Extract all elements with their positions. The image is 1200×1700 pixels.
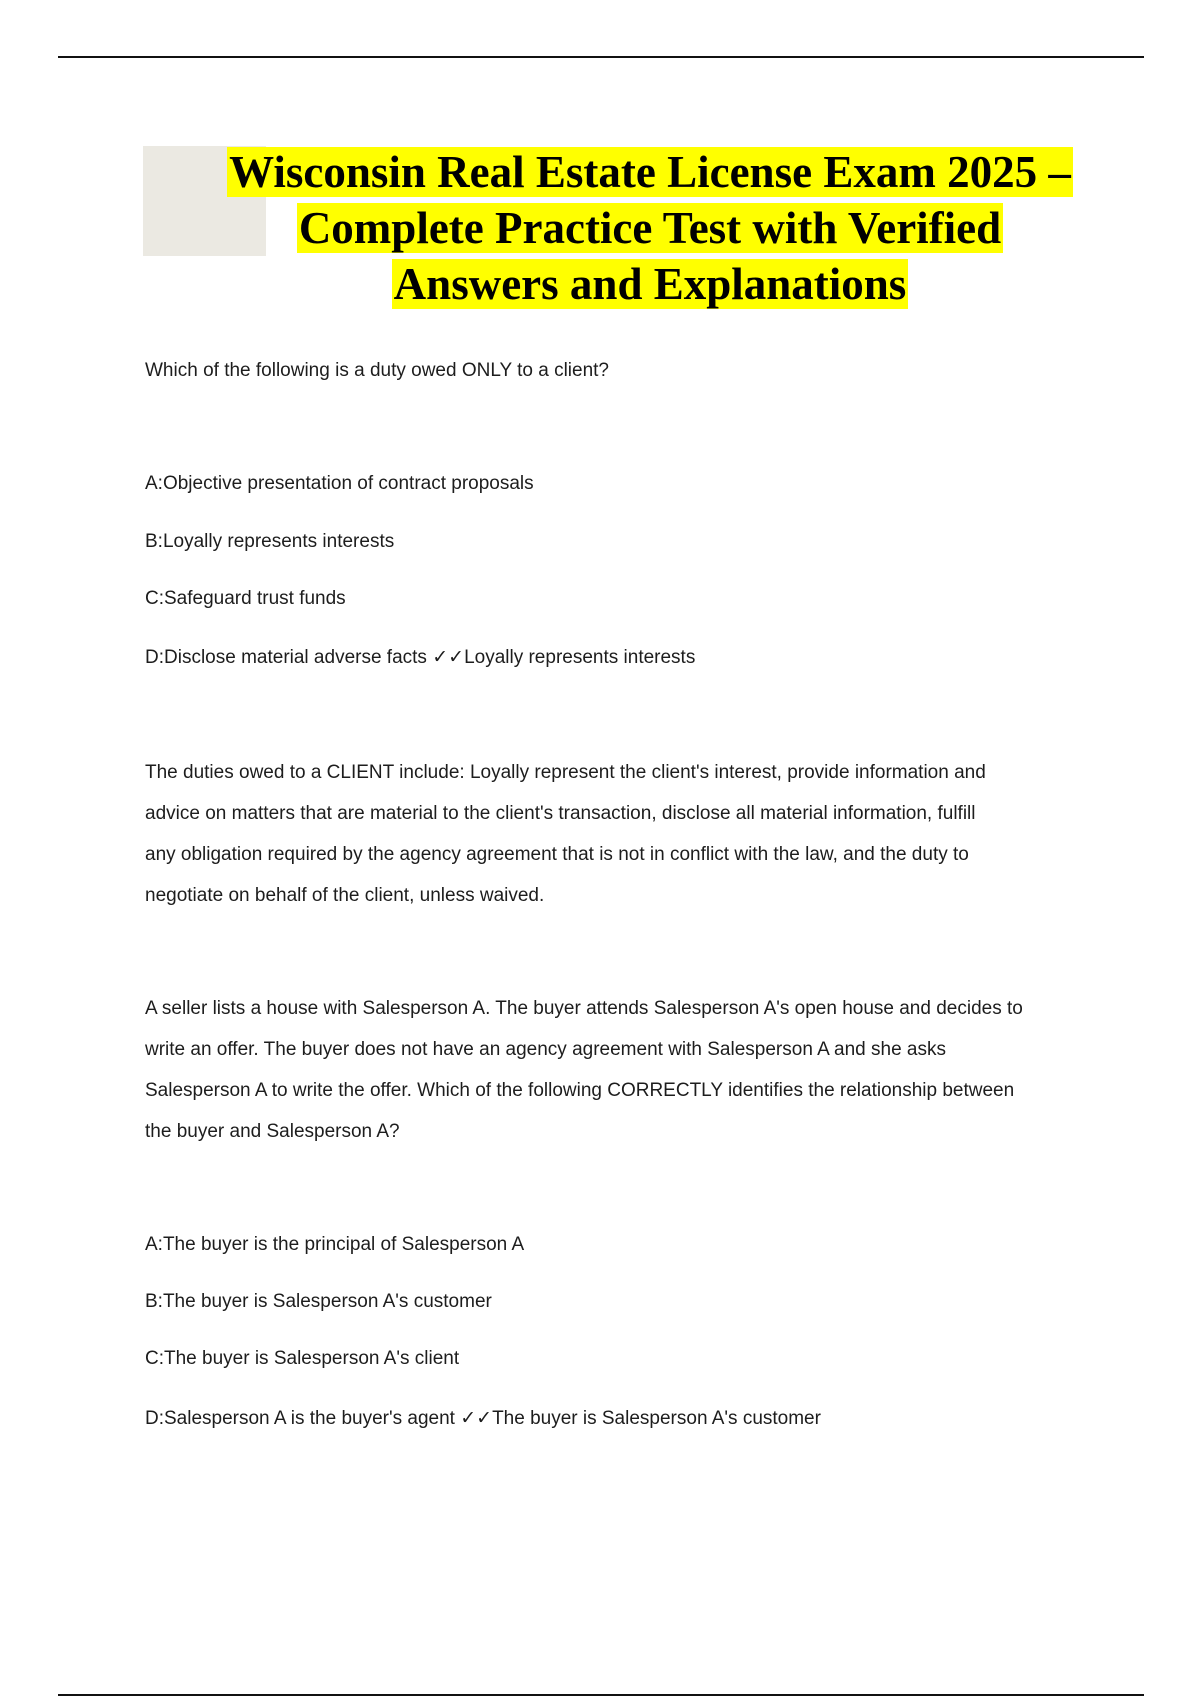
question-2-option-d: D:Salesperson A is the buyer's agent ✓✓The buyer is Salesperson A's customer <box>145 1407 821 1429</box>
question-2-option-c: C:The buyer is Salesperson A's client <box>145 1348 460 1369</box>
question-2-option-a: A:The buyer is the principal of Salesperson A <box>145 1234 525 1255</box>
question-2-prompt <box>145 988 1095 1152</box>
question-1-option-d: D:Disclose material adverse facts ✓✓Loyally represents interests <box>145 646 696 668</box>
question-1-option-b: B:Loyally represents interests <box>145 531 395 552</box>
prompt-line: the buyer and Salesperson A? <box>145 1121 400 1142</box>
document-title <box>150 144 1150 312</box>
title-line-3: Answers and Explanations <box>393 259 907 309</box>
explanation-line: any obligation required by the agency agreement that is not in conflict with the law, and the duty to <box>145 844 969 865</box>
top-divider <box>58 56 1144 58</box>
title-line-2: Complete Practice Test with Verified <box>298 203 1002 253</box>
question-1-option-c: C:Safeguard trust funds <box>145 588 346 609</box>
question-1-explanation <box>145 752 1095 916</box>
prompt-line: A seller lists a house with Salesperson A. The buyer attends Salesperson A's open house and decides to <box>145 998 1023 1019</box>
question-1-option-a: A:Objective presentation of contract proposals <box>145 473 534 494</box>
question-1-prompt: Which of the following is a duty owed ONLY to a client? <box>145 360 609 381</box>
explanation-line: negotiate on behalf of the client, unless waived. <box>145 885 545 906</box>
bottom-divider <box>58 1694 1144 1696</box>
question-1-answer: Loyally represents interests <box>464 647 696 668</box>
check-mark-icon: ✓✓ <box>460 1407 493 1429</box>
explanation-line: The duties owed to a CLIENT include: Loyally represent the client's interest, provide information and <box>145 762 986 783</box>
prompt-line: Salesperson A to write the offer. Which of the following CORRECTLY identifies the relationship between <box>145 1080 1015 1101</box>
question-2-answer: The buyer is Salesperson A's customer <box>492 1408 821 1429</box>
question-2-option-b: B:The buyer is Salesperson A's customer <box>145 1291 492 1312</box>
check-mark-icon: ✓✓ <box>432 646 465 668</box>
title-line-1: Wisconsin Real Estate License Exam 2025 – <box>229 147 1071 197</box>
prompt-line: write an offer. The buyer does not have an agency agreement with Salesperson A and she asks <box>145 1039 946 1060</box>
explanation-line: advice on matters that are material to the client's transaction, disclose all material information, fulfill <box>145 803 976 824</box>
